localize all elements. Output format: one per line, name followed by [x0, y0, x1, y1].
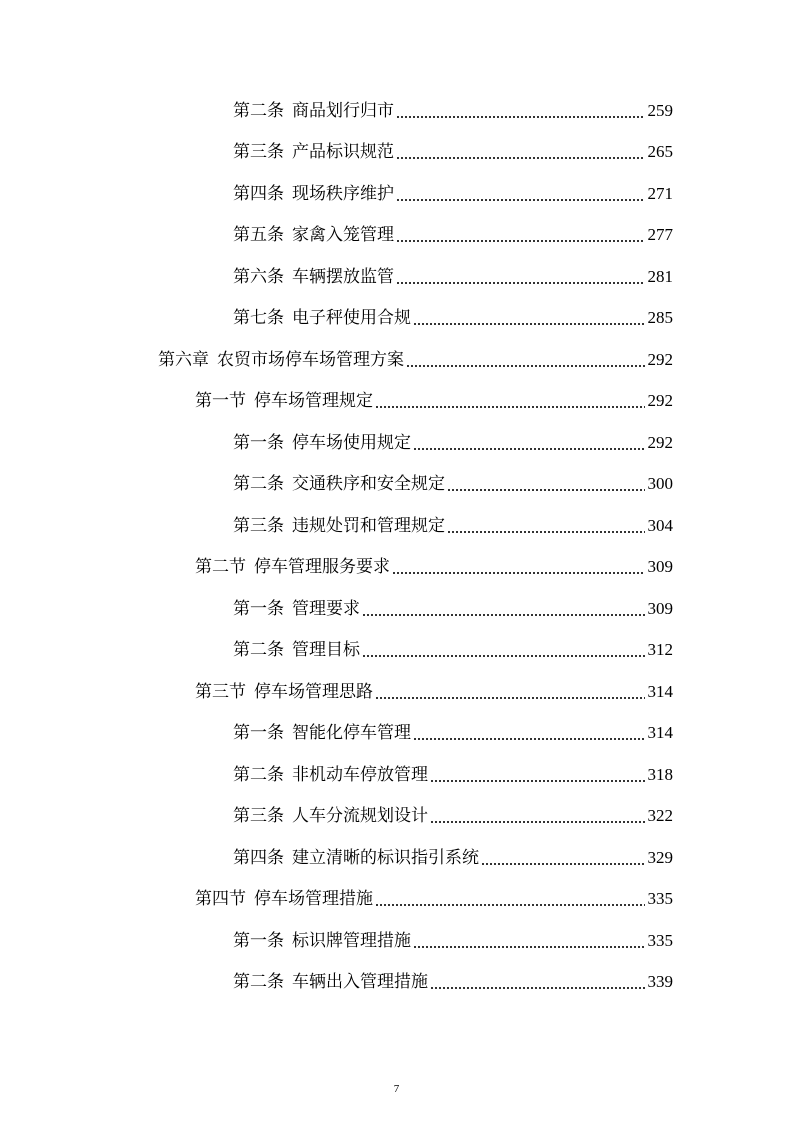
toc-entry-title: 家禽入笼管理	[292, 225, 394, 246]
toc-entry-number: 第三节	[195, 681, 246, 702]
dot-leader	[430, 805, 645, 827]
toc-entry-title: 农贸市场停车场管理方案	[217, 349, 404, 370]
toc-entry[interactable]	[0, 962, 793, 1004]
toc-entry[interactable]	[0, 173, 793, 215]
toc-entry-number: 第四条	[233, 847, 284, 868]
toc-entry-number: 第一条	[233, 598, 284, 619]
toc-entry-page: 329	[647, 847, 673, 867]
toc-entry-number: 第一条	[233, 432, 284, 453]
toc-entry-title: 车辆出入管理措施	[292, 972, 428, 993]
toc-entry-page: 292	[647, 391, 673, 411]
toc-entry-title: 停车场管理思路	[254, 681, 373, 702]
toc-entry-number: 第一条	[233, 930, 284, 951]
toc-entry-section[interactable]	[0, 879, 793, 921]
toc-entry-page: 265	[647, 142, 673, 162]
toc-entry-number: 第六条	[233, 266, 284, 287]
toc-entry-number: 第四节	[195, 889, 246, 910]
toc-entry[interactable]	[0, 464, 793, 506]
toc-entry-section[interactable]	[0, 671, 793, 713]
toc-entry[interactable]	[0, 90, 793, 132]
dot-leader	[396, 100, 645, 122]
toc-entry-number: 第二节	[195, 557, 246, 578]
toc-entry-number: 第七条	[233, 308, 284, 329]
toc-entry-page: 309	[647, 557, 673, 577]
toc-entry-title: 管理要求	[292, 598, 360, 619]
toc-entry-title: 标识牌管理措施	[292, 930, 411, 951]
toc-entry[interactable]	[0, 298, 793, 340]
toc-entry-page: 339	[647, 972, 673, 992]
toc-entry[interactable]	[0, 837, 793, 879]
toc-entry-page: 309	[647, 598, 673, 618]
toc-entry-page: 318	[647, 764, 673, 784]
toc-entry-title: 电子秤使用合规	[292, 308, 411, 329]
toc-entry-number: 第四条	[233, 183, 284, 204]
toc-entry-page: 292	[647, 349, 673, 369]
toc-entry-number: 第二条	[233, 640, 284, 661]
toc-entry-number: 第二条	[233, 764, 284, 785]
toc-entry-page: 292	[647, 432, 673, 452]
dot-leader	[362, 639, 645, 661]
toc-entry-number: 第六章	[158, 349, 209, 370]
dot-leader	[375, 681, 645, 703]
toc-entry-page: 304	[647, 515, 673, 535]
toc-entry-number: 第三条	[233, 806, 284, 827]
toc-entry[interactable]	[0, 215, 793, 257]
toc-entry-title: 违规处罚和管理规定	[292, 515, 445, 536]
toc-entry-title: 停车场管理规定	[254, 391, 373, 412]
toc-entry-title: 交通秩序和安全规定	[292, 474, 445, 495]
toc-entry-title: 车辆摆放监管	[292, 266, 394, 287]
table-of-contents	[0, 90, 793, 1003]
dot-leader	[396, 224, 645, 246]
toc-entry[interactable]	[0, 713, 793, 755]
toc-entry[interactable]	[0, 505, 793, 547]
toc-entry-title: 停车管理服务要求	[254, 557, 390, 578]
toc-entry-number: 第一条	[233, 723, 284, 744]
dot-leader	[396, 141, 645, 163]
toc-entry[interactable]	[0, 920, 793, 962]
toc-entry-page: 312	[647, 640, 673, 660]
toc-entry-page: 271	[647, 183, 673, 203]
dot-leader	[396, 266, 645, 288]
toc-entry-page: 322	[647, 806, 673, 826]
toc-entry-number: 第三条	[233, 142, 284, 163]
dot-leader	[413, 930, 645, 952]
dot-leader	[413, 307, 645, 329]
toc-entry-page: 259	[647, 100, 673, 120]
toc-entry-section[interactable]	[0, 381, 793, 423]
toc-entry-number: 第五条	[233, 225, 284, 246]
toc-entry-number: 第二条	[233, 474, 284, 495]
dot-leader	[481, 847, 645, 869]
toc-entry[interactable]	[0, 588, 793, 630]
toc-entry-title: 非机动车停放管理	[292, 764, 428, 785]
toc-entry-number: 第二条	[233, 972, 284, 993]
toc-entry-title: 停车场管理措施	[254, 889, 373, 910]
toc-entry-page: 277	[647, 225, 673, 245]
toc-entry-page: 314	[647, 681, 673, 701]
dot-leader	[362, 598, 645, 620]
toc-entry-page: 281	[647, 266, 673, 286]
toc-entry-title: 现场秩序维护	[292, 183, 394, 204]
toc-entry-page: 285	[647, 308, 673, 328]
dot-leader	[430, 971, 645, 993]
toc-entry-title: 建立清晰的标识指引系统	[292, 847, 479, 868]
dot-leader	[413, 432, 645, 454]
dot-leader	[406, 349, 645, 371]
toc-entry[interactable]	[0, 796, 793, 838]
toc-entry[interactable]	[0, 132, 793, 174]
toc-entry-title: 停车场使用规定	[292, 432, 411, 453]
toc-entry-number: 第三条	[233, 515, 284, 536]
dot-leader	[447, 473, 645, 495]
toc-entry-chapter[interactable]	[0, 339, 793, 381]
toc-entry[interactable]	[0, 256, 793, 298]
toc-entry-page: 335	[647, 930, 673, 950]
toc-entry-title: 产品标识规范	[292, 142, 394, 163]
dot-leader	[392, 556, 645, 578]
toc-entry-title: 人车分流规划设计	[292, 806, 428, 827]
toc-entry[interactable]	[0, 422, 793, 464]
dot-leader	[447, 515, 645, 537]
toc-entry-title: 商品划行归市	[292, 100, 394, 121]
toc-entry-title: 智能化停车管理	[292, 723, 411, 744]
toc-entry-page: 300	[647, 474, 673, 494]
toc-entry[interactable]	[0, 754, 793, 796]
toc-entry-page: 314	[647, 723, 673, 743]
toc-entry-number: 第一节	[195, 391, 246, 412]
dot-leader	[430, 764, 645, 786]
toc-entry[interactable]	[0, 630, 793, 672]
dot-leader	[375, 390, 645, 412]
page-number: 7	[393, 1083, 400, 1095]
toc-entry-section[interactable]	[0, 547, 793, 589]
toc-entry-number: 第二条	[233, 100, 284, 121]
dot-leader	[375, 888, 645, 910]
dot-leader	[396, 183, 645, 205]
dot-leader	[413, 722, 645, 744]
toc-entry-page: 335	[647, 889, 673, 909]
toc-entry-title: 管理目标	[292, 640, 360, 661]
